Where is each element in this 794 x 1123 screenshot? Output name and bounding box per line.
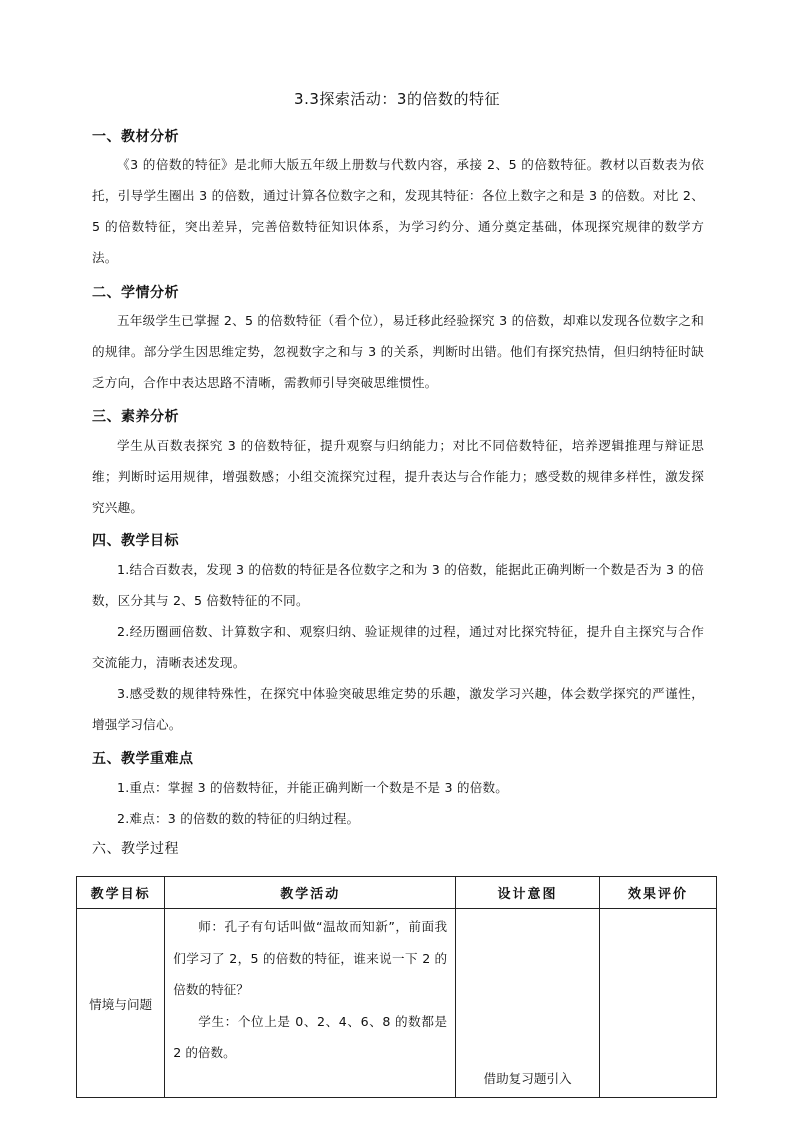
objective-item-2: 2.经历圈画倍数、计算数字和、观察归纳、验证规律的过程，通过对比探究特征，提升自主探究与合作交流能力，清晰表述发现。 [92,624,704,670]
evaluation-cell [599,909,716,1098]
objective-item-3: 3.感受数的规律特殊性，在探究中体验突破思维定势的乐趣，激发学习兴趣，体会数学探究的严谨性，增强学习信心。 [92,686,704,732]
activity-cell [165,909,456,1098]
section-paragraph-literacy: 学生从百数表探究 3 的倍数特征，提升观察与归纳能力；对比不同倍数特征，培养逻辑推理与辩证思维；判断时运用规律，增强数感；小组交流探究过程，提升表达与合作能力；感受数的规律多样性，激发探究兴趣。 [92,438,704,515]
difficulty-item: 2.难点：3 的倍数的数的特征的归纳过程。 [117,811,360,826]
goal-cell: 情境与问题 [77,909,165,1098]
activity-line: 师：孔子有句话叫做“温故而知新”，前面我们学习了 2，5 的倍数的特征，谁来说一下 2 的倍数的特征？ [173,919,448,997]
section-heading-process: 六、教学过程 [92,841,179,857]
activity-line: 学生：个位上是 0、2、4、6、8 的数都是 2 的倍数。 [173,1013,448,1060]
table-row [77,909,717,1098]
column-header-activity: 教学活动 [165,877,456,909]
section-heading-objectives: 四、教学目标 [92,533,179,549]
section-paragraph-materials: 《3 的倍数的特征》是北师大版五年级上册数与代数内容，承接 2、5 的倍数特征。教材以百数表为依托，引导学生圈出 3 的倍数，通过计算各位数字之和，发现其特征：各位上数字之和是 3 的倍数。对比 2、5 的倍数特征，突出差异，完善倍数特征知识体系，为学习约分、通分奠定基础，体现探究规律的数学方法。 [92,157,704,265]
section-heading-key-points: 五、教学重难点 [92,751,194,767]
objective-item-1: 1.结合百数表，发现 3 的倍数的特征是各位数字之和为 3 的倍数，能据此正确判断一个数是否为 3 的倍数，区分其与 2、5 倍数特征的不同。 [92,562,704,608]
document-title: 3.3探索活动：3的倍数的特征 [294,90,500,108]
key-point-item: 1.重点：掌握 3 的倍数特征，并能正确判断一个数是不是 3 的倍数。 [117,780,509,795]
column-header-intent: 设计意图 [456,877,600,909]
section-heading-literacy: 三、素养分析 [92,409,179,425]
column-header-evaluation: 效果评价 [599,877,716,909]
section-heading-materials: 一、教材分析 [92,129,179,145]
column-header-goal: 教学目标 [77,877,165,909]
teaching-process-table [76,876,717,1098]
intent-cell: 借助复习题引入 [456,909,600,1098]
table-header-row [77,877,717,909]
section-heading-students: 二、学情分析 [92,285,179,301]
section-paragraph-students: 五年级学生已掌握 2、5 的倍数特征（看个位），易迁移此经验探究 3 的倍数，却难以发现各位数字之和的规律。部分学生因思维定势，忽视数字之和与 3 的关系，判断时出错。他们有探究热情，但归纳特征时缺乏方向，合作中表达思路不清晰，需教师引导突破思维惯性。 [92,313,704,390]
